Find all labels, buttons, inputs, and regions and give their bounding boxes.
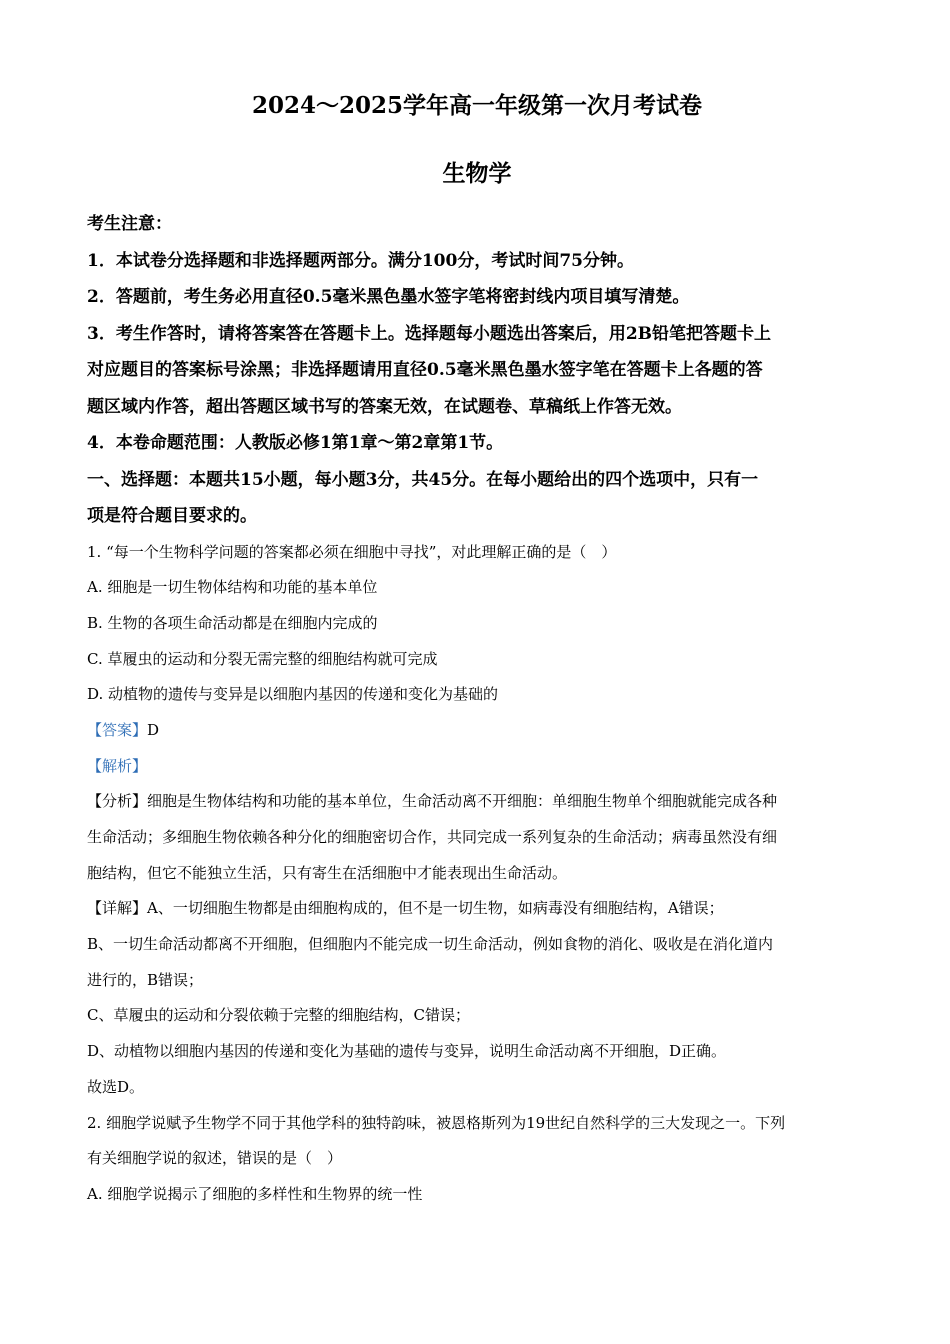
explanation-line: 【详解】A、一切细胞生物都是由细胞构成的，但不是一切生物，如病毒没有细胞结构，A错误；: [87, 899, 724, 918]
option-a: A. 细胞是一切生物体结构和功能的基本单位: [87, 578, 378, 597]
notice-line: 2．答题前，考生务必用直径0.5毫米黑色墨水签字笔将密封线内项目填写清楚。: [87, 287, 690, 307]
notice-line: 题区域内作答，超出答题区域书写的答案无效，在试题卷、草稿纸上作答无效。: [87, 396, 682, 417]
explanation-line: B、一切生命活动都离不开细胞，但细胞内不能完成一切生命活动，例如食物的消化、吸收是在消化道内: [87, 935, 774, 954]
explanation-line: 胞结构，但它不能独立生活，只有寄生在活细胞中才能表现出生命活动。: [87, 863, 568, 882]
candidate-notice: [87, 206, 867, 462]
option-a: A. 细胞学说揭示了细胞的多样性和生物界的统一性: [87, 1184, 423, 1203]
section-line: 项是符合题目要求的。: [87, 506, 257, 526]
option-b: B. 生物的各项生命活动都是在细胞内完成的: [87, 613, 378, 632]
answer-value: D: [147, 720, 160, 739]
exam-title: 2024～2025学年高一年级第一次月考试卷: [251, 92, 703, 119]
question-stem: 有关细胞学说的叙述，错误的是（ ）: [87, 1149, 343, 1168]
analysis-tag: 【解析】: [87, 756, 148, 775]
explanation-line: 【分析】细胞是生物体结构和功能的基本单位，生命活动离不开细胞：单细胞生物单个细胞就能完成各种: [87, 792, 778, 811]
question-stem: 1. “每一个生物科学问题的答案都必须在细胞中寻找”，对此理解正确的是（ ）: [87, 542, 617, 561]
explanation-line: D、动植物以细胞内基因的传递和变化为基础的遗传与变异，说明生命活动离不开细胞，D正确。: [87, 1042, 727, 1061]
option-d: D. 动植物的遗传与变异是以细胞内基因的传递和变化为基础的: [87, 685, 499, 704]
notice-line: 4．本卷命题范围：人教版必修1第1章～第2章第1节。: [87, 433, 504, 453]
explanation-line: 进行的，B错误；: [87, 970, 204, 989]
explanation-line: 生命活动；多细胞生物依赖各种分化的细胞密切合作，共同完成一系列复杂的生命活动；病毒虽然没有细: [87, 828, 778, 846]
explanation-line: C、草履虫的运动和分裂依赖于完整的细胞结构，C错误；: [87, 1006, 470, 1025]
notice-heading: 考生注意：: [87, 214, 172, 234]
notice-line: 1．本试卷分选择题和非选择题两部分。满分100分，考试时间75分钟。: [87, 250, 634, 271]
question-stem: 2. 细胞学说赋予生物学不同于其他学科的独特韵味，被恩格斯列为19世纪自然科学的三大发现之一。下列: [87, 1113, 786, 1132]
subject-title: 生物学: [442, 160, 512, 187]
section-heading: [87, 462, 867, 535]
notice-line: 3．考生作答时，请将答案答在答题卡上。选择题每小题选出答案后，用2B铅笔把答题卡上: [87, 323, 772, 344]
answer-tag: 【答案】: [87, 720, 148, 739]
option-c: C. 草履虫的运动和分裂无需完整的细胞结构就可完成: [87, 649, 438, 668]
question-2: [87, 1106, 867, 1213]
section-line: 一、选择题：本题共15小题，每小题3分，共45分。在每小题给出的四个选项中，只有一: [87, 469, 759, 490]
answer-line: [87, 713, 867, 749]
notice-line: 对应题目的答案标号涂黑；非选择题请用直径0.5毫米黑色墨水签字笔在答题卡上各题的答: [87, 360, 763, 380]
document-content: [87, 84, 867, 1213]
question-1: [87, 535, 867, 1106]
explanation-line: 故选D。: [87, 1077, 145, 1096]
